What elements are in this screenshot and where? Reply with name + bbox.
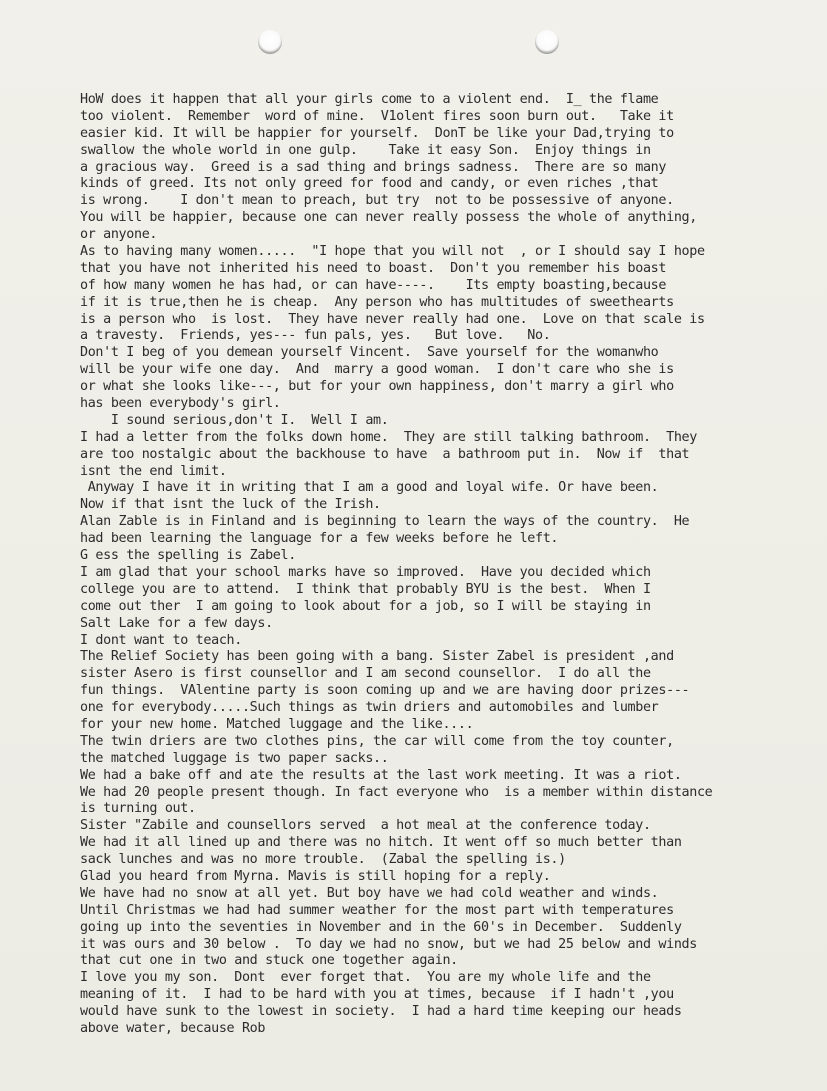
letter-line: The Relief Society has been going with a bang. Sister Zabel is president ,and	[80, 649, 674, 665]
letter-line: are too nostalgic about the backhouse to have a bathroom put in. Now if that	[80, 446, 690, 462]
letter-line: We had 20 people present though. In fact everyone who is a member within distance	[80, 784, 713, 800]
letter-line: Don't I beg of you demean yourself Vincent. Save yourself for the womanwho	[80, 345, 659, 361]
typed-letter-body	[80, 92, 825, 1038]
letter-line: easier kid. It will be happier for yourself. DonT be like your Dad,trying to	[80, 125, 674, 141]
letter-line: Until Christmas we had had summer weather for the most part with temperatures	[80, 902, 674, 918]
punch-hole-left	[258, 30, 282, 54]
letter-line: going up into the seventies in November and in the 60's in December. Suddenly	[80, 919, 682, 935]
letter-line: You will be happier, because one can never really possess the whole of anything,	[80, 210, 697, 226]
letter-line: sack lunches and was no more trouble. (Zabal the spelling is.)	[80, 852, 566, 868]
letter-line: had been learning the language for a few weeks before he left.	[80, 531, 559, 547]
punch-hole-right	[535, 30, 559, 54]
letter-line: above water, because Rob	[80, 1020, 266, 1036]
letter-line: meaning of it. I had to be hard with you at times, because if I hadn't ,you	[80, 987, 674, 1003]
letter-line: kinds of greed. Its not only greed for food and candy, or even riches ,that	[80, 176, 659, 192]
letter-line: I had a letter from the folks down home. They are still talking bathroom. They	[80, 429, 697, 445]
letter-line: We have had no snow at all yet. But boy have we had cold weather and winds.	[80, 885, 659, 901]
letter-line: I am glad that your school marks have so improved. Have you decided which	[80, 564, 651, 580]
letter-line: too violent. Remember word of mine. V1olent fires soon burn out. Take it	[80, 108, 674, 124]
letter-line: G ess the spelling is Zabel.	[80, 548, 296, 564]
letter-line: if it is true,then he is cheap. Any person who has multitudes of sweethearts	[80, 294, 674, 310]
letter-line: or anyone.	[80, 227, 158, 243]
letter-line: it was ours and 30 below . To day we had no snow, but we had 25 below and winds	[80, 936, 697, 952]
letter-line: Salt Lake for a few days.	[80, 615, 273, 631]
letter-line: of how many women he has had, or can have----. Its empty boasting,because	[80, 277, 667, 293]
letter-line: sister Asero is first counsellor and I am second counsellor. I do all the	[80, 666, 651, 682]
letter-line: that cut one in two and stuck one together again.	[80, 953, 458, 969]
letter-line: a gracious way. Greed is a sad thing and brings sadness. There are so many	[80, 159, 667, 175]
letter-line: or what she looks like---, but for your own happiness, don't marry a girl who	[80, 379, 674, 395]
letter-line: HoW does it happen that all your girls come to a violent end. I_ the flame	[80, 92, 659, 107]
letter-line: isnt the end limit.	[80, 463, 227, 479]
letter-line: I dont want to teach.	[80, 632, 242, 648]
letter-line: college you are to attend. I think that probably BYU is the best. When I	[80, 581, 651, 597]
letter-line: As to having many women..... "I hope that you will not , or I should say I hope	[80, 244, 705, 260]
letter-line: a travesty. Friends, yes--- fun pals, yes. But love. No.	[80, 328, 551, 344]
letter-line: We had a bake off and ate the results at the last work meeting. It was a riot.	[80, 767, 682, 783]
letter-line: is wrong. I don't mean to preach, but try not to be possessive of anyone.	[80, 193, 674, 209]
letter-line: is a person who is lost. They have never really had one. Love on that scale is	[80, 311, 705, 327]
letter-line: The twin driers are two clothes pins, the car will come from the toy counter,	[80, 733, 674, 749]
letter-line: swallow the whole world in one gulp. Take it easy Son. Enjoy things in	[80, 142, 651, 158]
letter-line: Sister "Zabile and counsellors served a hot meal at the conference today.	[80, 818, 651, 834]
letter-line: I love you my son. Dont ever forget that. You are my whole life and the	[80, 970, 651, 986]
letter-line: has been everybody's girl.	[80, 396, 281, 412]
letter-line: would have sunk to the lowest in society. I had a hard time keeping our heads	[80, 1004, 682, 1020]
letter-line: Anyway I have it in writing that I am a good and loyal wife. Or have been.	[80, 480, 659, 496]
letter-line: I sound serious,don't I. Well I am.	[80, 412, 389, 428]
letter-line: will be your wife one day. And marry a good woman. I don't care who she is	[80, 362, 674, 378]
letter-line: fun things. VAlentine party is soon coming up and we are having door prizes---	[80, 683, 690, 699]
letter-line: We had it all lined up and there was no hitch. It went off so much better than	[80, 835, 682, 851]
letter-line: is turning out.	[80, 801, 196, 817]
letter-line: the matched luggage is two paper sacks..	[80, 750, 389, 766]
letter-line: for your new home. Matched luggage and the like....	[80, 716, 474, 732]
letter-line: Alan Zable is in Finland and is beginning to learn the ways of the country. He	[80, 514, 690, 530]
letter-line: come out ther I am going to look about for a job, so I will be staying in	[80, 598, 651, 614]
letter-line: that you have not inherited his need to boast. Don't you remember his boast	[80, 260, 667, 276]
letter-line: one for everybody.....Such things as twin driers and automobiles and lumber	[80, 700, 659, 716]
letter-line: Now if that isnt the luck of the Irish.	[80, 497, 381, 513]
letter-line: Glad you heard from Myrna. Mavis is still hoping for a reply.	[80, 868, 551, 884]
